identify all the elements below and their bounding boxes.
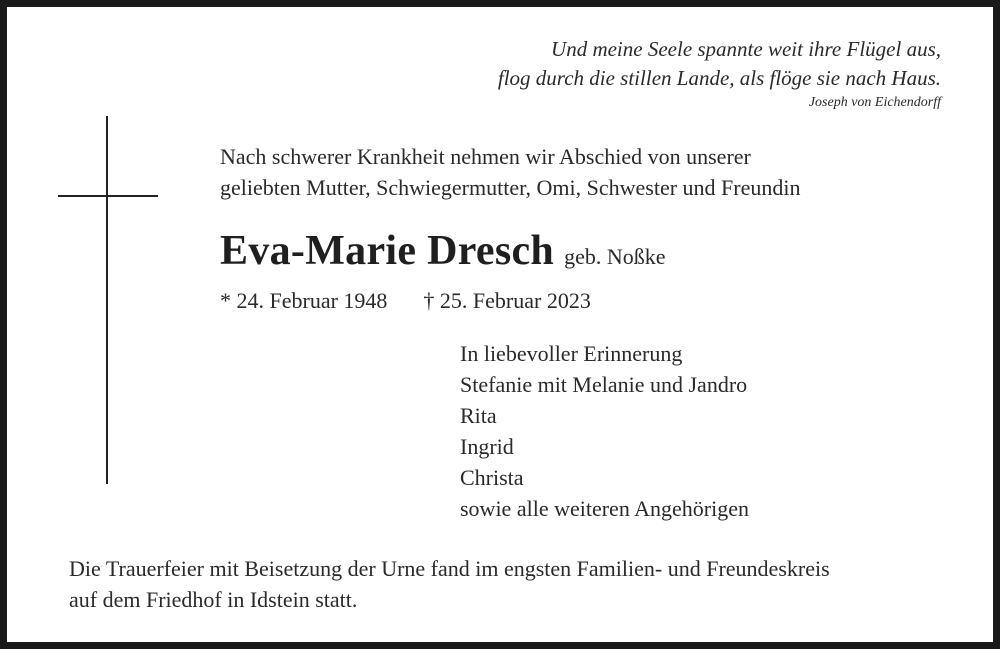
intro-text <box>220 141 801 203</box>
life-dates <box>220 288 591 314</box>
deceased-name: Eva-Marie Dresch <box>220 228 555 274</box>
cross-icon-horizontal <box>58 195 158 197</box>
intro-line-1: Nach schwerer Krankheit nehmen wir Abschied von unserer <box>220 144 751 169</box>
quote-line-2: flog durch die stillen Lande, als flöge sie nach Haus. <box>497 66 941 90</box>
deceased-name-row <box>220 227 666 275</box>
list-item: Rita <box>460 403 497 428</box>
funeral-notice-line-1: Die Trauerfeier mit Beisetzung der Urne fand im engsten Familien- und Freundeskreis <box>69 556 830 581</box>
cross-icon-vertical <box>106 116 108 484</box>
list-item: Ingrid <box>460 434 514 459</box>
list-item: Stefanie mit Melanie und Jandro <box>460 372 748 397</box>
death-date: † 25. Februar 2023 <box>423 288 591 313</box>
list-item: sowie alle weiteren Angehörigen <box>460 496 749 521</box>
funeral-notice <box>69 553 830 615</box>
mourners-list <box>460 338 749 524</box>
funeral-notice-line-2: auf dem Friedhof in Idstein statt. <box>69 587 358 612</box>
birth-name: geb. Noßke <box>564 244 666 269</box>
intro-line-2: geliebten Mutter, Schwiegermutter, Omi, Schwester und Freundin <box>220 175 801 200</box>
birth-date: * 24. Februar 1948 <box>220 288 388 313</box>
obituary-card <box>7 7 993 642</box>
quote-line-1: Und meine Seele spannte weit ihre Flügel aus, <box>551 37 941 61</box>
quote-author: Joseph von Eichendorff <box>808 95 941 110</box>
list-item: Christa <box>460 465 524 490</box>
list-item: In liebevoller Erinnerung <box>460 341 683 366</box>
poem-quote <box>498 35 941 93</box>
